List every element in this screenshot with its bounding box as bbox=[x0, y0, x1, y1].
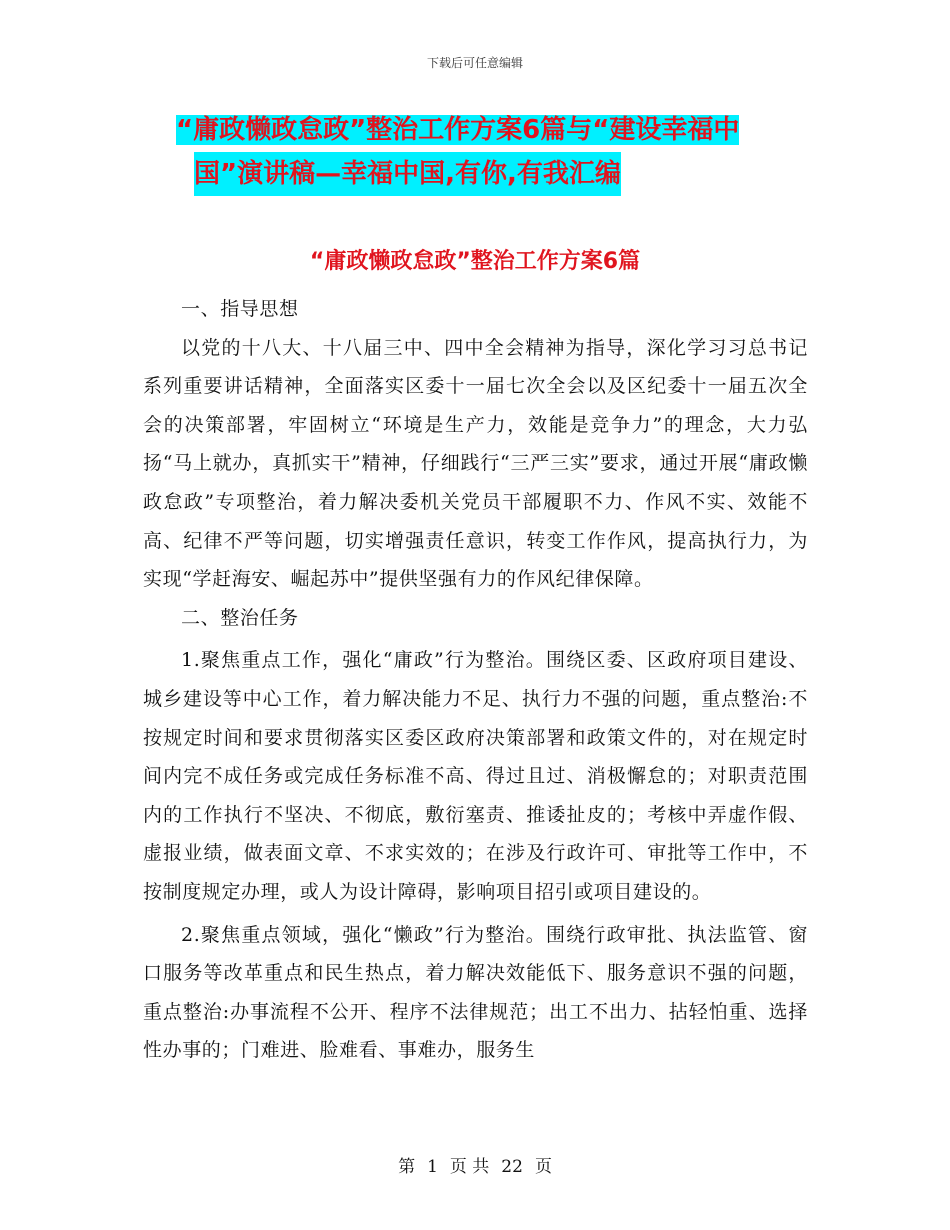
paragraph-guiding-ideology: 以党的十八大、十八届三中、四中全会精神为指导，深化学习习总书记系列重要讲话精神，全面落实区委十一届七次全会以及区纪委十一届五次全会的决策部署，牢固树立“环境是生产力，效能是竞争力”的理念，大力弘扬“马上就办，真抓实干”精神，仔细践行“三严三实”要求，通过开展“庸政懒政怠政”专项整治，着力解决委机关党员干部履职不力、作风不实、效能不高、纪律不严等问题，切实增强责任意识，转变工作作风，提高执行力，为实现“学赶海安、崛起苏中”提供坚强有力的作风纪律保障。 bbox=[143, 336, 808, 591]
header-note: 下载后可任意编辑 bbox=[426, 56, 523, 70]
page-total: 22 bbox=[501, 1157, 523, 1177]
heading-rectification-tasks: 二、整治任务 bbox=[181, 606, 299, 629]
document-title-line-1: “庸政懒政怠政”整治工作方案6篇与“建设幸福中 bbox=[176, 115, 740, 145]
page-suffix: 页 bbox=[534, 1157, 552, 1177]
paragraph-task-1: 1.聚焦重点工作，强化“庸政”行为整治。围绕区委、区政府项目建设、城乡建设等中心工作，着力解决能力不足、执行力不强的问题，重点整治:不按规定时间和要求贯彻落实区委区政府决策部署和政策文件的，对在规定时间内完不成任务或完成任务标准不高、得过且过、消极懈怠的；对职责范围内的工作执行不坚决、不彻底，敷衍塞责、推诿扯皮的；考核中弄虚作假、虚报业绩，做表面文章、不求实效的；在涉及行政许可、审批等工作中，不按制度规定办理，或人为设计障碍，影响项目招引或项目建设的。 bbox=[143, 649, 808, 903]
paragraph-task-2: 2.聚焦重点领域，强化“懒政”行为整治。围绕行政审批、执法监管、窗口服务等改革重点和民生热点，着力解决效能低下、服务意识不强的问题，重点整治:办事流程不公开、程序不法律规范；出工不出力、拈轻怕重、选择性办事的；门难进、脸难看、事难办，服务生 bbox=[143, 923, 808, 1062]
document-title-line-2: 国”演讲稿—幸福中国,有你,有我汇编 bbox=[194, 152, 621, 196]
document-title bbox=[176, 108, 816, 196]
document-body bbox=[143, 290, 808, 1070]
heading-guiding-ideology: 一、指导思想 bbox=[181, 298, 299, 320]
page-footer bbox=[0, 1152, 950, 1177]
page-prefix: 第 bbox=[398, 1157, 416, 1177]
page-middle: 页 共 bbox=[449, 1157, 490, 1177]
page-current: 1 bbox=[427, 1157, 438, 1177]
section-title: “庸政懒政怠政”整治工作方案6篇 bbox=[309, 249, 641, 274]
